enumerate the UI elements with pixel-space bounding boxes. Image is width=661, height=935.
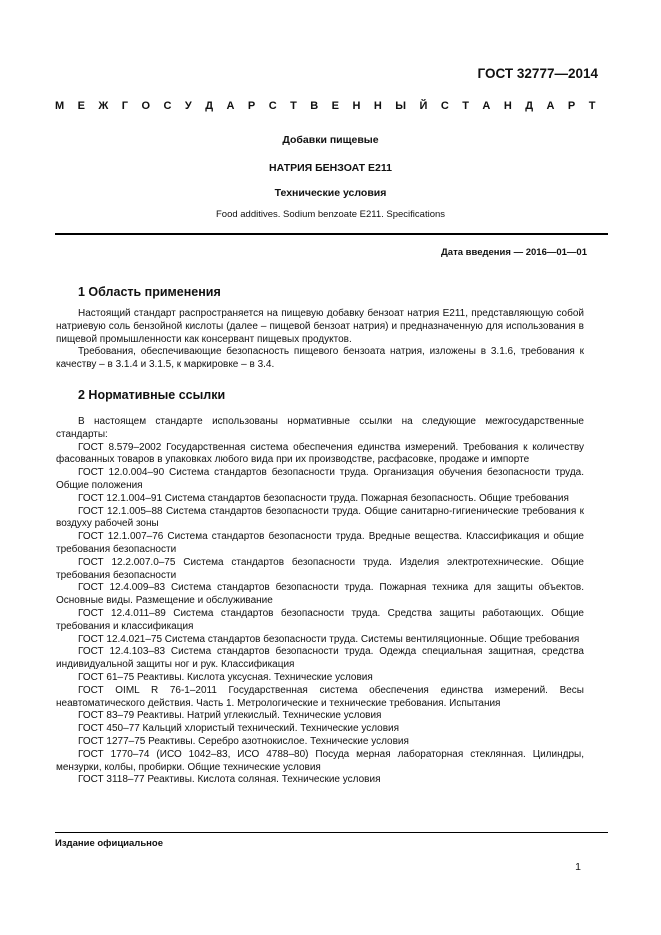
reference-item: ГОСТ 12.0.004–90 Система стандартов безопасности труда. Организация обучения безопасности труда. Общие положения (56, 467, 584, 491)
title-english: Food additives. Sodium benzoate E211. Specifications (215, 209, 446, 220)
paragraph: Настоящий стандарт распространяется на пищевую добавку бензоат натрия Е211, представляющую собой натриевую соль бензойной кислоты (далее – пищевой бензоат натрия) и предназначенную для использования в пищевой промышленности как консервант пищевых продуктов. (56, 308, 584, 345)
section-2-heading: 2 Нормативные ссылки (78, 388, 226, 402)
paragraph: В настоящем стандарте использованы нормативные ссылки на следующие межгосударственные стандарты: (56, 416, 584, 440)
reference-item: ГОСТ 12.1.004–91 Система стандартов безопасности труда. Пожарная безопасность. Общие требования (78, 492, 569, 504)
section-2-body (56, 416, 584, 787)
reference-item: ГОСТ 12.4.021–75 Система стандартов безопасности труда. Системы вентиляционные. Общие требования (78, 633, 580, 645)
edition-label: Издание официальное (55, 838, 163, 849)
page-number: 1 (575, 861, 581, 873)
title-line-1: Добавки пищевые (282, 134, 379, 146)
reference-item: ГОСТ 8.579–2002 Государственная система обеспечения единства измерений. Требования к количеству фасованных товаров в упаковках любого вида при их производстве, расфасовке, продаже и импорте (56, 441, 584, 466)
reference-item: ГОСТ 3118–77 Реактивы. Кислота соляная. Технические условия (78, 774, 381, 786)
reference-item: ГОСТ OIML R 76-1–2011 Государственная система обеспечения единства измерений. Весы неавтоматического действия. Часть 1. Метрологические и технические требования. Испытания (56, 684, 584, 709)
reference-item: ГОСТ 12.2.007.0–75 Система стандартов безопасности труда. Изделия электротехнические. Общие требования безопасности (56, 556, 584, 581)
section-1-heading: 1 Область применения (78, 285, 221, 299)
reference-item: ГОСТ 12.4.011–89 Система стандартов безопасности труда. Средства защиты работающих. Общие требования и классификация (56, 607, 584, 632)
reference-item: ГОСТ 12.4.103–83 Система стандартов безопасности труда. Одежда специальная защитная, средства индивидуальной защиты ног и рук. Классификация (56, 646, 584, 671)
introduction-date-label: Дата введения (441, 247, 511, 258)
reference-item: ГОСТ 12.1.005–88 Система стандартов безопасности труда. Общие санитарно-гигиенические требования к воздуху рабочей зоны (56, 505, 584, 530)
reference-item: ГОСТ 1277–75 Реактивы. Серебро азотнокислое. Технические условия (78, 735, 409, 747)
reference-item: ГОСТ 12.1.007–76 Система стандартов безопасности труда. Вредные вещества. Классификация и общие требования безопасности (56, 531, 584, 555)
title-line-3: Технические условия (274, 187, 387, 199)
reference-item: ГОСТ 450–77 Кальций хлористый технический. Технические условия (78, 723, 400, 735)
title-line-2: НАТРИЯ БЕНЗОАТ Е211 (269, 162, 392, 174)
paragraph: Требования, обеспечивающие безопасность пищевого бензоата натрия, изложены в 3.1.6, требования к качеству – в 3.1.4 и 3.1.5, к маркировке – в 3.4. (56, 346, 584, 371)
reference-item: ГОСТ 12.4.009–83 Система стандартов безопасности труда. Пожарная техника для защиты объектов. Основные виды. Размещение и обслуживание (56, 582, 584, 607)
document-code: ГОСТ 32777—2014 (477, 66, 598, 81)
title-divider (55, 233, 608, 235)
reference-item: ГОСТ 1770–74 (ИСО 1042–83, ИСО 4788–80) Посуда мерная лабораторная стеклянная. Цилиндры, мензурки, колбы, пробирки. Общие технические условия (56, 748, 584, 773)
standard-category: М Е Ж Г О С У Д А Р С Т В Е Н Н Ы Й С Т А Н Д А Р Т (55, 100, 601, 112)
section-1-body (56, 308, 584, 372)
reference-item: ГОСТ 61–75 Реактивы. Кислота уксусная. Технические условия (78, 671, 373, 683)
footer-divider (55, 832, 608, 833)
introduction-date (441, 247, 587, 258)
reference-item: ГОСТ 83–79 Реактивы. Натрий углекислый. Технические условия (78, 710, 382, 722)
introduction-date-value: — 2016—01—01 (513, 247, 587, 258)
